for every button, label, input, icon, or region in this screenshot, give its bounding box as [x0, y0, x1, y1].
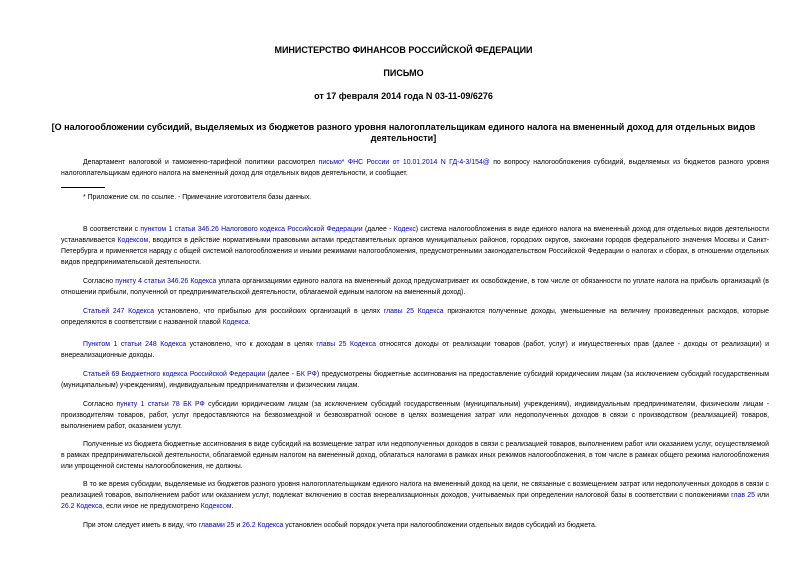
- paragraph-text: Полученные из бюджета бюджетные ассигнования в виде субсидий на возмещение затрат или недополученных доходов в связи с реализацией товаров, выполнением работ или оказанием услуг, осуществляемой в рамках предпринимательской деятельности, облагаемой единым налогом на вмененный доход, облагаться налогами в рамках иных режимов налогообложения, в том числе в рамках общего режима налогообложения или упрощенной системы налогообложения, не должны.: [61, 441, 769, 470]
- footnote-divider: [61, 187, 105, 188]
- paragraph-text: При этом следует иметь в виду, что: [83, 522, 199, 529]
- paragraph-9: [61, 520, 769, 531]
- paragraph-text: В то же время субсидии, выделяемые из бюджетов разного уровня налогоплательщикам единого налога на вмененный доход на цели, не связанные с возмещением затрат или недополученных доходов в связи с реализацией товаров, выполнением работ или оказанием услуг, подлежат включению в состав внереализационных доходов, учитываемых при определении налоговой базы в соответствии с положениями: [61, 481, 769, 499]
- document-link[interactable]: Статьей 69 Бюджетного кодекса Российской Федерации: [83, 371, 266, 378]
- document-link[interactable]: пунктом 1 статьи 346.26 Налогового кодекса Российской Федерации: [140, 226, 363, 233]
- paragraph-6: [61, 399, 769, 432]
- paragraph-text: относятся доходы от реализации товаров (работ, услуг) и имущественных прав (далее - доходы от реализации) и внереализационные доходы.: [61, 341, 769, 359]
- paragraph-text: по вопросу налогообложения субсидий, выделяемых из бюджетов разного уровня налогоплательщикам единого налога на вмененный доход для отдельных видов деятельности, и сообщает.: [61, 159, 769, 177]
- paragraph-text: или: [754, 492, 769, 499]
- document-type-heading: ПИСЬМО: [383, 68, 424, 78]
- document-link[interactable]: Кодекса: [222, 319, 249, 326]
- paragraph-text: установлен особый порядок учета при налогообложении отдельных видов субсидий из бюджета.: [283, 522, 597, 529]
- paragraph-text: Департамент налоговой и таможенно-тарифной политики рассмотрел: [83, 159, 319, 166]
- paragraph-text: Согласно: [83, 401, 117, 408]
- ministry-heading: МИНИСТЕРСТВО ФИНАНСОВ РОССИЙСКОЙ ФЕДЕРАЦИИ: [274, 45, 533, 55]
- paragraph-text: В соответствии с: [83, 226, 141, 233]
- document-link[interactable]: главами 25: [198, 522, 235, 529]
- paragraph-4: [61, 339, 769, 361]
- paragraph-text: признаются полученные доходы, уменьшенные на величину произведенных расходов, которые определяются в соответствии с названной главой: [61, 308, 769, 326]
- paragraph-text: ) система налогообложения в виде единого налога на вмененный доход для отдельных видов деятельности устанавливается: [61, 226, 769, 244]
- document-link[interactable]: глав 25: [731, 492, 755, 499]
- paragraph-text: ) предусмотрены бюджетные ассигнования на предоставление субсидий юридическим лицам (за исключением субсидий государственным (муниципальным) учреждениям), индивидуальным предпринимателям и физическим лицам.: [61, 371, 770, 389]
- footnote: * Приложение см. по ссылке. - Примечание изготовителя базы данных.: [83, 194, 312, 201]
- paragraph-text: (далее -: [362, 226, 394, 233]
- document-link[interactable]: пункту 1 статьи 78 БК РФ: [116, 401, 205, 408]
- paragraph-2: [61, 276, 769, 298]
- document-link[interactable]: пункту 4 статьи 346.26 Кодекса: [115, 278, 217, 285]
- document-link[interactable]: Кодексом: [200, 503, 232, 510]
- document-link[interactable]: Статьей 247 Кодекса: [83, 308, 155, 315]
- paragraph-text: уплата организациями единого налога на вмененный доход предусматривает их освобождение, в том числе от обязанности по уплате налога на прибыль организаций (в отношении прибыли, полученной от предпринимательской деятельности, облагаемой единым налогом на вмененный доход).: [61, 278, 769, 296]
- subject-heading: [О налогообложении субсидий, выделяемых из бюджетов разного уровня налогоплательщикам единого налога на вмененный доход для отдельных видов деятельности]: [51, 122, 756, 143]
- paragraph-text: установлено, что прибылью для российских организаций в целях: [154, 308, 384, 315]
- paragraph-7: [61, 439, 769, 472]
- paragraph-3: [61, 306, 769, 328]
- paragraph-text: , вводится в действие нормативными правовыми актами представительных органов муниципальных районов, городских округов, законами городов федерального значения Москвы и Санкт-Петербурга и применяется наряду с общей системой налогообложения и иными режимами налогообложения, предусмотренными законодательством Российской Федерации о налогах и сборах, в отношении отдельных видов предпринимательской деятельности.: [61, 237, 769, 266]
- document-link[interactable]: БК РФ: [296, 371, 317, 378]
- document-link[interactable]: 26.2 Кодекса: [242, 522, 284, 529]
- paragraph-text: , если иное не предусмотрено: [102, 503, 201, 510]
- paragraph-1: [61, 224, 769, 268]
- document-link[interactable]: главы 25 Кодекса: [383, 308, 444, 315]
- document-link[interactable]: Кодексом: [117, 237, 149, 244]
- paragraph-text: и: [234, 522, 243, 529]
- document-link[interactable]: письмо* ФНС России от 10.01.2014 N ГД-4-3/154@: [318, 159, 490, 166]
- paragraph-text: (далее -: [265, 371, 297, 378]
- paragraph-text: Согласно: [83, 278, 116, 285]
- paragraph-text: субсидии юридическим лицам (за исключением субсидий государственным (муниципальным) учреждениям), индивидуальным предпринимателям, физическим лицам - производителям товаров, работ, услуг предоставляются на безвозмездной и безвозвратной основе в целях возмещения затрат или недополученных доходов в связи с производством (реализацией) товаров, выполнением работ, оказанием услуг.: [61, 401, 769, 430]
- document-link[interactable]: Кодекс: [393, 226, 416, 233]
- document-link[interactable]: 26.2 Кодекса: [61, 503, 103, 510]
- paragraph-text: .: [248, 319, 251, 326]
- date-number-heading: от 17 февраля 2014 года N 03-11-09/6276: [314, 91, 493, 101]
- paragraph-5: [61, 369, 769, 391]
- paragraph-intro: [61, 157, 769, 179]
- paragraph-8: [61, 479, 769, 512]
- paragraph-text: установлено, что к доходам в целях: [186, 341, 317, 348]
- paragraph-text: .: [231, 503, 234, 510]
- document-link[interactable]: Пунктом 1 статьи 248 Кодекса: [83, 341, 187, 348]
- document-link[interactable]: главы 25 Кодекса: [316, 341, 376, 348]
